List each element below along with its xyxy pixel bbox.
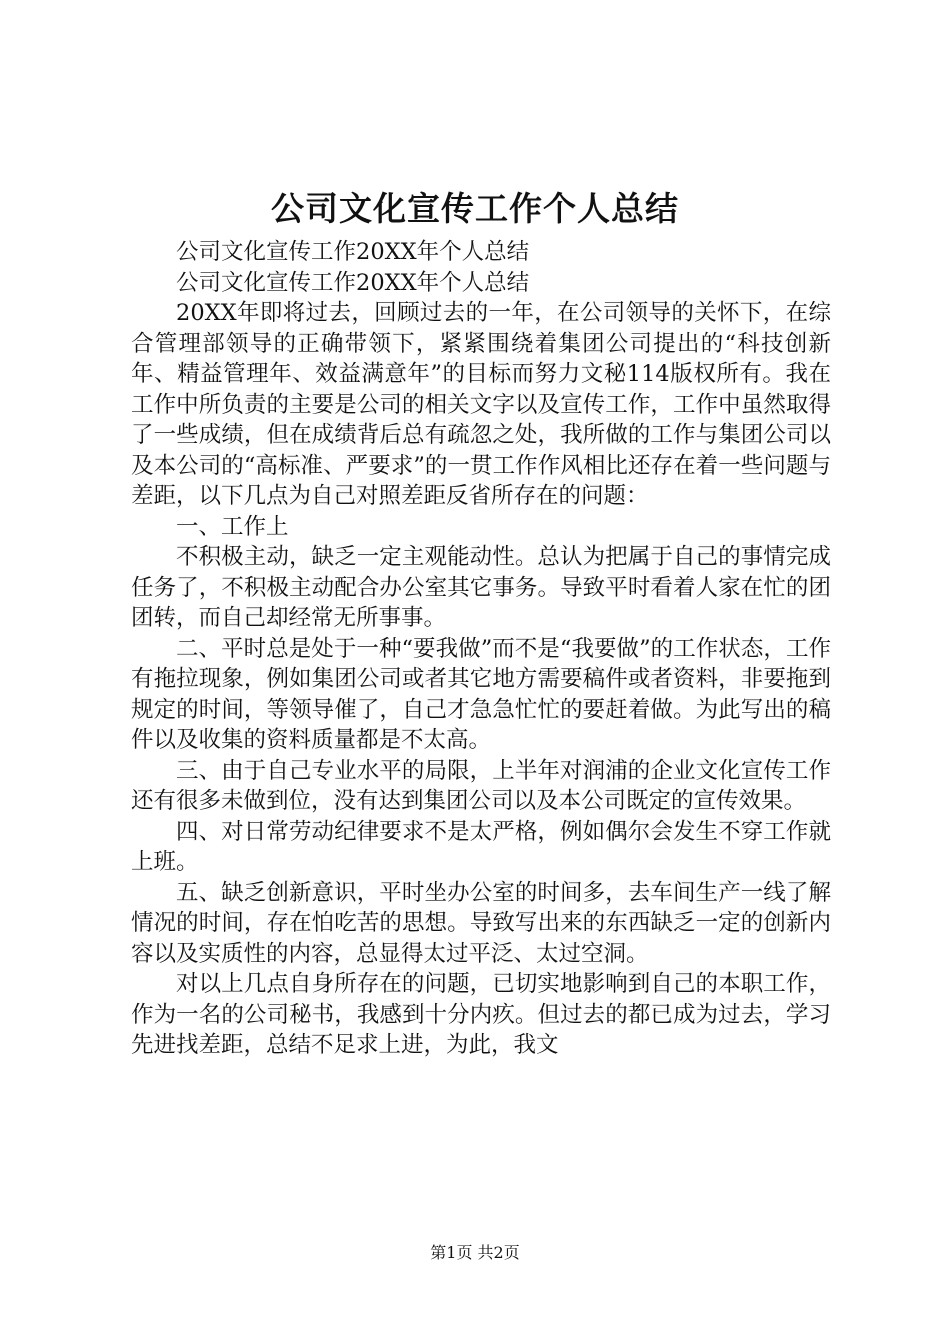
paragraph-point-3: 三、由于自己专业水平的局限，上半年对润浦的企业文化宣传工作还有很多未做到位，没有达到集团公司以及本公司既定的宣传效果。 [131,757,831,814]
paragraph-point-1: 不积极主动，缺乏一定主观能动性。总认为把属于自己的事情完成任务了，不积极主动配合办公室其它事务。导致平时看着人家在忙的团团转，而自己却经常无所事事。 [131,544,831,631]
document-title: 公司文化宣传工作个人总结 [271,189,679,228]
paragraph-subtitle-1: 公司文化宣传工作20XX年个人总结 [176,239,530,265]
paragraph-intro: 20XX年即将过去，回顾过去的一年，在公司领导的关怀下，在综合管理部领导的正确带领下，紧紧围绕着集团公司提出的“科技创新年、精益管理年、效益满意年”的目标而努力文秘114版权所有。我在工作中所负责的主要是公司的相关文字以及宣传工作，工作中虽然取得了一些成绩，但在成绩背后总有疏忽之处，我所做的工作与集团公司以及本公司的“高标准、严要求”的一贯工作作风相比还存在着一些问题与差距，以下几点为自己对照差距反省所存在的问题： [131,300,831,509]
paragraph-subtitle-2: 公司文化宣传工作20XX年个人总结 [176,269,530,296]
document-body [131,237,831,1061]
page-number: 第1页 共2页 [430,1243,520,1262]
paragraph-point-2: 二、平时总是处于一种“要我做”而不是“我要做”的工作状态，工作有拖拉现象，例如集团公司或者其它地方需要稿件或者资料，非要拖到规定的时间，等领导催了，自己才急急忙忙的要赶着做。为此写出的稿件以及收集的资料质量都是不太高。 [131,635,831,753]
paragraph-heading-1: 一、工作上 [176,513,289,540]
paragraph-point-5: 五、缺乏创新意识，平时坐办公室的时间多，去车间生产一线了解情况的时间，存在怕吃苦的思想。导致写出来的东西缺乏一定的创新内容以及实质性的内容，总显得太过平泛、太过空洞。 [131,879,831,967]
paragraph-conclusion: 对以上几点自身所存在的问题，已切实地影响到自己的本职工作，作为一名的公司秘书，我感到十分内疚。但过去的都已成为过去，学习先进找差距，总结不足求上进，为此，我文 [131,971,831,1058]
paragraph-point-4: 四、对日常劳动纪律要求不是太严格，例如偶尔会发生不穿工作就上班。 [131,818,831,875]
